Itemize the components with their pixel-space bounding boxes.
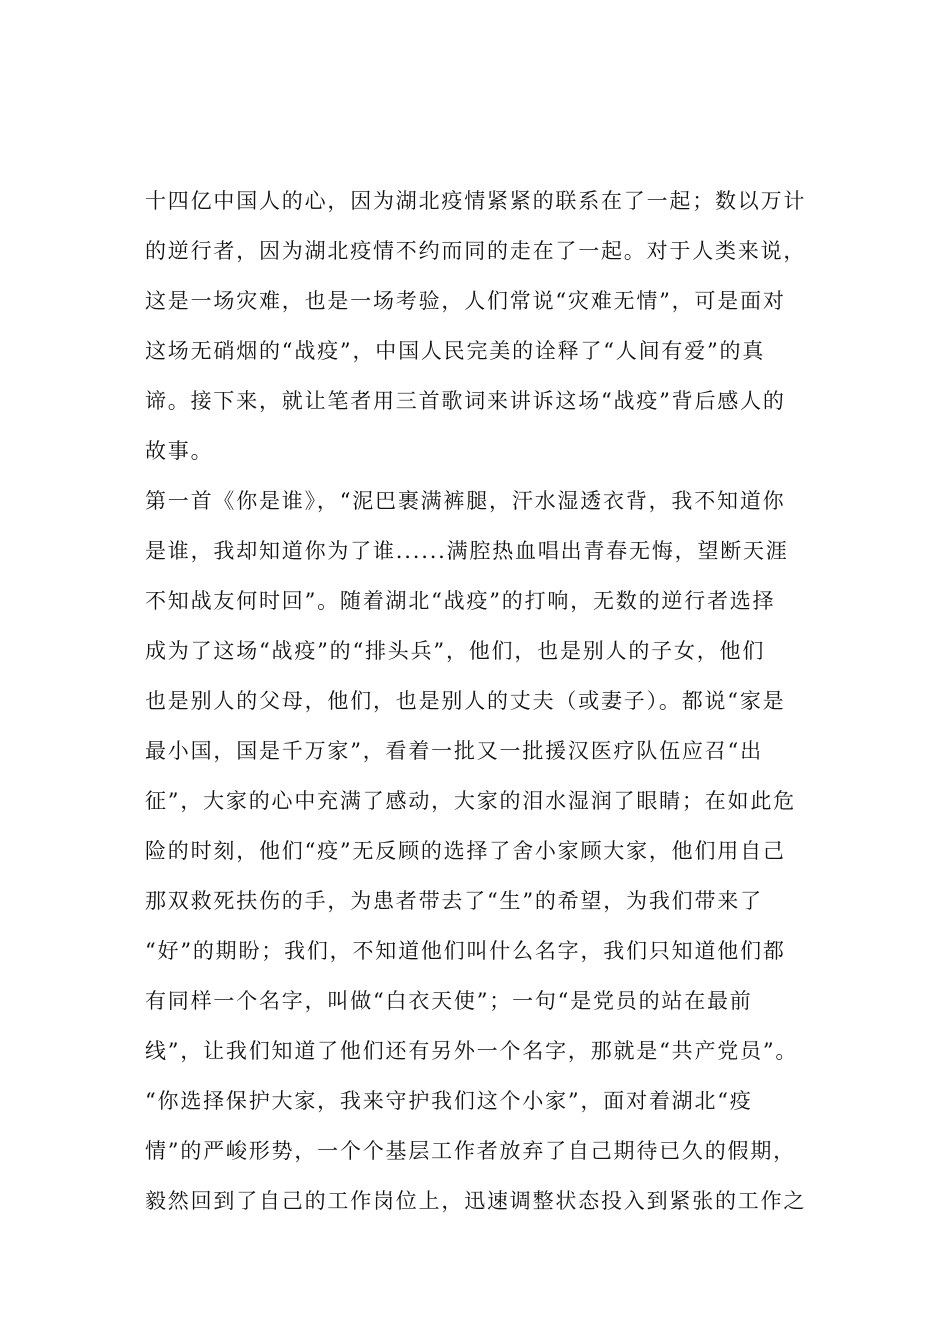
text-line: 谛。接下来，就让笔者用三首歌词来讲诉这场“战疫”背后感人的 [145,389,786,413]
text-line: 成为了这场“战疫”的“排头兵”，他们，也是别人的子女，他们 [145,639,766,663]
text-line: “你选择保护大家，我来守护我们这个小家”，面对着湖北“疫 [145,1089,753,1113]
text-line: 最小国，国是千万家”，看着一批又一批援汉医疗队伍应召“出 [145,739,763,763]
text-line: 的逆行者，因为湖北疫情不约而同的走在了一起。对于人类来说， [145,239,807,263]
text-line: 第一首《你是谁》，“泥巴裹满裤腿，汗水湿透衣背，我不知道你 [145,489,786,513]
text-line: 毅然回到了自己的工作岗位上，迅速调整状态投入到紧张的工作之 [145,1189,807,1213]
text-line: 线”，让我们知道了他们还有另外一个名字，那就是“共产党员”。 [145,1039,799,1063]
text-line: 十四亿中国人的心，因为湖北疫情紧紧的联系在了一起；数以万计 [145,189,807,213]
text-line: 险的时刻，他们“疫”无反顾的选择了舍小家顾大家，他们用自己 [145,839,786,863]
text-line: 也是别人的父母，他们，也是别人的丈夫（或妻子）。都说“家是 [145,689,786,713]
text-line: 那双救死扶伤的手，为患者带去了“生”的希望，为我们带来了 [145,889,763,913]
text-line: 故事。 [145,439,214,463]
text-line: 是谁，我却知道你为了谁......满腔热血唱出青春无悔，望断天涯 [145,539,789,563]
text-line: 有同样一个名字，叫做“白衣天使”；一句“是党员的站在最前 [145,989,753,1013]
text-line: 不知战友何时回”。随着湖北“战疫”的打响，无数的逆行者选择 [145,589,776,613]
text-line: 这场无硝烟的“战疫”，中国人民完美的诠释了“人间有爱”的真 [145,339,766,363]
text-line: “好”的期盼；我们，不知道他们叫什么名字，我们只知道他们都 [145,939,786,963]
text-line: 这是一场灾难，也是一场考验，人们常说“灾难无情”，可是面对 [145,289,786,313]
text-line: 征”，大家的心中充满了感动，大家的泪水湿润了眼睛；在如此危 [145,789,796,813]
text-line: 情”的严峻形势，一个个基层工作者放弃了自己期待已久的假期， [145,1139,796,1163]
